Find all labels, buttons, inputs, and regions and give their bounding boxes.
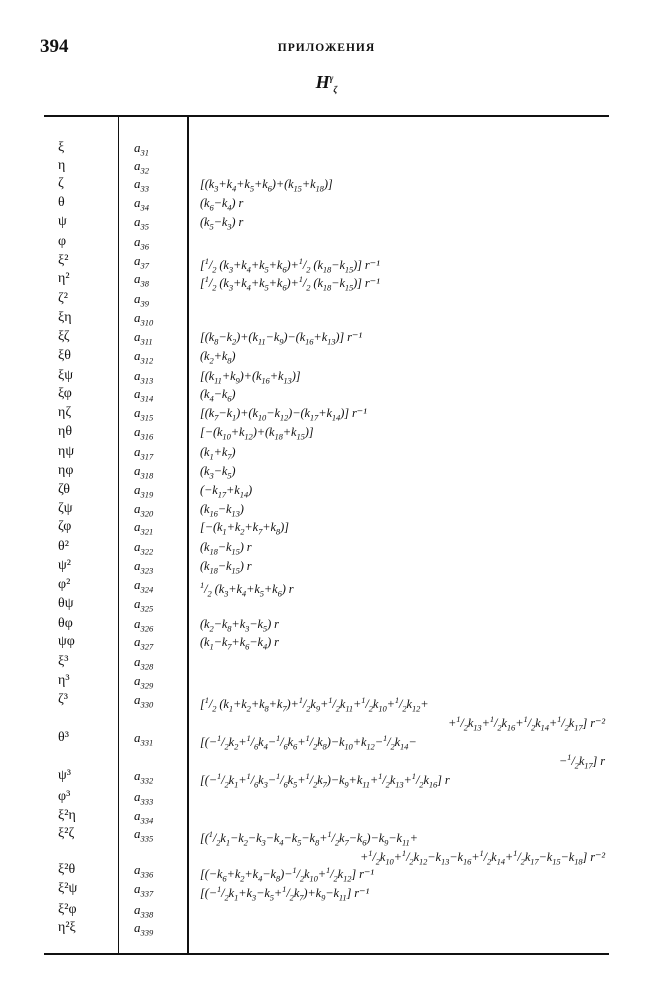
row-coefficient: $a_{327}$ [134, 634, 154, 652]
row-expression: [$^1/_2$ $(k_3+k_4+k_5+k_6)+^1/_2$ $(k_{18}-k_{15})$] r⁻¹ [200, 256, 380, 275]
row-variable: ξ [58, 140, 65, 155]
row-expression: $(k_{18}-k_{15})$ r [200, 540, 252, 557]
row-coefficient: $a_{321}$ [134, 519, 154, 537]
row-variable: φ² [58, 577, 71, 592]
row-coefficient: $a_{334}$ [134, 808, 154, 826]
row-coefficient: $a_{37}$ [134, 253, 149, 271]
row-expression: $[(-^1/_2k_1+^1/_6k_3-^1/_6k_5+^1/_2k_7)-k_9+k_{11}+^1/_2k_{13}+^1/_2k_{16}]$ r [200, 771, 450, 790]
table-title [0, 72, 653, 95]
row-coefficient: $a_{311}$ [134, 329, 153, 347]
row-coefficient: $a_{36}$ [134, 234, 149, 252]
row-expression: [$^1/_2$ $(k_1+k_2+k_8+k_7)+^1/_2k_9+^1/_2k_{11}+^1/_2k_{10}+^1/_2k_{12}+$ [200, 695, 429, 714]
row-expression: [$(-^1/_2k_2+^1/_6k_4-^1/_6k_6+^1/_2k_8)-k_{10}+k_{12}-^1/_2k_{14}-$ [200, 733, 417, 752]
row-expression-continuation: $+^1/_2k_{13}+^1/_2k_{16}+^1/_2k_{14}+^1/_2k_{17}$] r⁻² [447, 714, 605, 733]
row-variable: ξ²ζ [58, 826, 75, 841]
row-variable: ξψ [58, 368, 74, 383]
row-variable: θψ [58, 596, 74, 611]
row-coefficient: $a_{310}$ [134, 310, 154, 328]
page-number: 394 [40, 36, 69, 57]
row-variable: ηφ [58, 463, 74, 478]
row-coefficient: $a_{317}$ [134, 444, 154, 462]
row-coefficient: $a_{34}$ [134, 195, 149, 213]
table-top-rule [44, 115, 609, 117]
row-variable: ξ² [58, 253, 69, 268]
row-coefficient: $a_{324}$ [134, 577, 154, 595]
row-expression: $(k_4-k_6)$ [200, 387, 236, 404]
row-expression: $[(-k_6+k_2+k_4-k_8)-^1/_2k_{10}+^1/_2k_{12}]$ r⁻¹ [200, 865, 374, 884]
row-coefficient: $a_{32}$ [134, 158, 149, 176]
row-variable: φ³ [58, 789, 71, 804]
table-title-subscript: ζ [333, 84, 338, 95]
row-coefficient: $a_{326}$ [134, 616, 154, 634]
row-coefficient: $a_{33}$ [134, 176, 149, 194]
row-coefficient: $a_{316}$ [134, 424, 154, 442]
row-variable: ξ²ψ [58, 881, 78, 896]
row-variable: η [58, 158, 66, 173]
row-expression: $(k_1+k_7)$ [200, 445, 236, 462]
row-variable: θ² [58, 539, 69, 554]
row-expression-continuation: $+^1/_2k_{10}+^1/_2k_{12}-k_{13}-k_{16}+^1/_2k_{14}+^1/_2k_{17}-k_{15}-k_{18}$] r⁻² [360, 848, 605, 867]
row-coefficient: $a_{328}$ [134, 654, 154, 672]
row-variable: ηθ [58, 424, 73, 439]
row-coefficient: $a_{329}$ [134, 673, 154, 691]
row-coefficient: $a_{337}$ [134, 881, 154, 899]
row-expression: $[-(k_1+k_2+k_7+k_8)]$ [200, 520, 289, 537]
row-coefficient: $a_{39}$ [134, 291, 149, 309]
row-expression: $(k_2+k_8)$ [200, 349, 236, 366]
row-coefficient: $a_{318}$ [134, 463, 154, 481]
row-coefficient: $a_{338}$ [134, 902, 154, 920]
column-divider-1 [118, 116, 119, 953]
row-expression: $(k_{16}-k_{13})$ [200, 502, 244, 519]
row-coefficient: $a_{35}$ [134, 214, 149, 232]
running-head: ПРИЛОЖЕНИЯ [277, 42, 376, 54]
row-expression: $(k_3-k_5)$ [200, 464, 236, 481]
row-variable: ξφ [58, 386, 72, 401]
row-variable: η² [58, 271, 70, 286]
row-expression: $[(k_7-k_1)+(k_{10}-k_{12})-(k_{17}+k_{14})]$ r⁻¹ [200, 406, 367, 423]
row-coefficient: $a_{332}$ [134, 768, 154, 786]
table-title-superscript: γ [329, 73, 334, 83]
row-variable: ψ² [58, 558, 71, 573]
row-variable: ηζ [58, 405, 72, 420]
row-coefficient: $a_{323}$ [134, 558, 154, 576]
row-expression: $[(k_8-k_2)+(k_{11}-k_9)-(k_{16}+k_{13})]$ r⁻¹ [200, 330, 362, 347]
row-coefficient: $a_{314}$ [134, 386, 154, 404]
row-variable: ψ [58, 214, 67, 229]
row-variable: ξ²θ [58, 862, 76, 877]
row-variable: ψφ [58, 634, 75, 649]
row-variable: η²ξ [58, 920, 76, 935]
row-expression-continuation: $-^1/_2k_{17}$] r [558, 752, 605, 771]
row-variable: θ³ [58, 730, 69, 745]
row-expression: $[(-^1/_2k_1+k_3-k_5+^1/_2k_7)+k_9-k_{11}]$ r⁻¹ [200, 884, 370, 903]
row-coefficient: $a_{335}$ [134, 826, 154, 844]
row-variable: ζφ [58, 519, 72, 534]
row-expression: $[(k_{11}+k_9)+(k_{16}+k_{13})]$ [200, 369, 301, 386]
table-title-letter: H [315, 72, 330, 92]
row-coefficient: $a_{315}$ [134, 405, 154, 423]
row-expression: $[(k_3+k_4+k_5+k_6)+(k_{15}+k_{18})]$ [200, 177, 333, 194]
row-variable: ζ³ [58, 692, 68, 707]
row-expression: $(k_6-k_4)$ r [200, 196, 244, 213]
row-expression: $(-k_{17}+k_{14})$ [200, 483, 253, 500]
row-variable: θφ [58, 616, 73, 631]
row-expression: $(k_1-k_7+k_6-k_4)$ r [200, 635, 279, 652]
row-coefficient: $a_{313}$ [134, 368, 154, 386]
column-divider-2 [187, 116, 189, 953]
row-variable: ξζ [58, 329, 70, 344]
row-variable: ξη [58, 310, 72, 325]
row-coefficient: $a_{31}$ [134, 140, 149, 158]
row-variable: ζ [58, 176, 64, 191]
row-expression: $(k_2-k_8+k_3-k_5)$ r [200, 617, 279, 634]
row-variable: ξ²η [58, 808, 76, 823]
row-variable: η³ [58, 673, 70, 688]
row-coefficient: $a_{38}$ [134, 271, 149, 289]
row-variable: ζ² [58, 291, 68, 306]
row-coefficient: $a_{339}$ [134, 920, 154, 938]
row-variable: ηψ [58, 444, 75, 459]
row-expression: $(k_5-k_3)$ r [200, 215, 244, 232]
row-coefficient: $a_{322}$ [134, 539, 154, 557]
table-bottom-rule [44, 953, 609, 955]
row-coefficient: $a_{312}$ [134, 348, 154, 366]
row-expression: $^1/_2$ $(k_3+k_4+k_5+k_6)$ r [200, 580, 294, 599]
row-coefficient: $a_{336}$ [134, 862, 154, 880]
row-variable: ξ³ [58, 654, 69, 669]
row-expression: $(k_{18}-k_{15})$ r [200, 559, 252, 576]
row-coefficient: $a_{330}$ [134, 692, 154, 710]
row-variable: ζψ [58, 501, 73, 516]
row-coefficient: $a_{333}$ [134, 789, 154, 807]
row-coefficient: $a_{331}$ [134, 730, 154, 748]
row-variable: ψ³ [58, 768, 71, 783]
row-coefficient: $a_{325}$ [134, 596, 154, 614]
row-expression: $[-(k_{10}+k_{12})+(k_{18}+k_{15})]$ [200, 425, 314, 442]
row-variable: θ [58, 195, 65, 210]
row-variable: ξθ [58, 348, 71, 363]
row-coefficient: $a_{319}$ [134, 482, 154, 500]
row-variable: φ [58, 234, 67, 249]
row-expression: [$^1/_2$ $(k_3+k_4+k_5+k_6)+^1/_2$ $(k_{18}-k_{15})$] r⁻¹ [200, 274, 380, 293]
row-variable: ζθ [58, 482, 70, 497]
row-coefficient: $a_{320}$ [134, 501, 154, 519]
row-expression: [$(^1/_2k_1-k_2-k_3-k_4-k_5-k_8+^1/_2k_7-k_6)-k_9-k_{11}+$ [200, 829, 418, 848]
row-variable: ξ²φ [58, 902, 77, 917]
